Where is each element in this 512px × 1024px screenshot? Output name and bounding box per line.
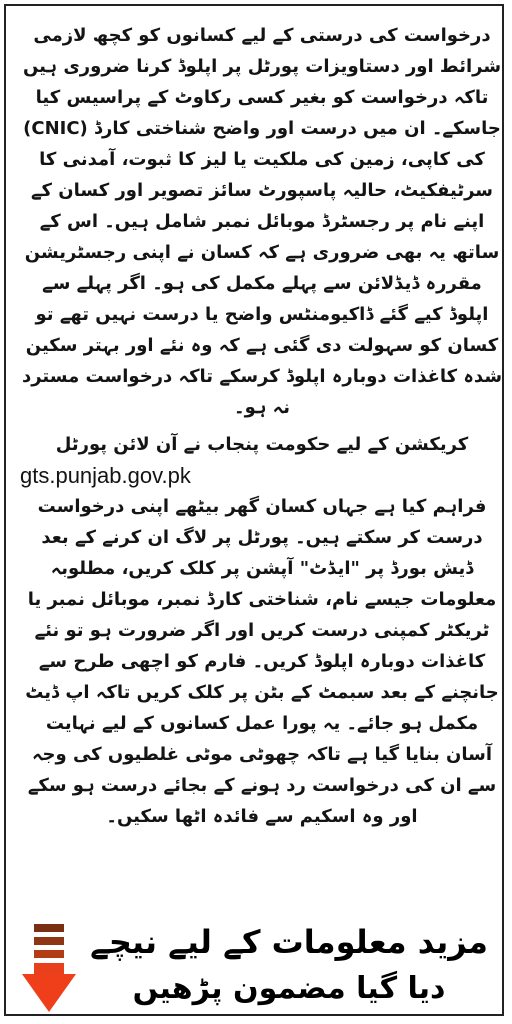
arrow-head: [22, 974, 76, 1012]
call-to-action-footer: [6, 918, 506, 1018]
paragraph-correction-steps: فراہم کیا ہے جہاں کسان گھر بیٹھے اپنی درخواست درست کر سکتے ہیں۔ پورٹل پر لاگ ان کرنے کے بعد ڈیش بورڈ پر "ایڈٹ" آپشن پر کلک کریں، مطلوبہ معلومات جیسے نام، شناختی کارڈ نمبر، موبائل نمبر یا ٹریکٹر کمپنی درست کریں اور اگر ضرورت ہو تو نئے کاغذات دوبارہ اپلوڈ کریں۔ فارم کو اچھی طرح سے جانچنے کے بعد سبمٹ کے بٹن پر کلک کریں تاکہ اپ ڈیٹ مکمل ہو جائے۔ یہ پورا عمل کسانوں کے لیے نہایت آسان بنایا گیا ہے تاکہ چھوٹی موٹی غلطیوں کی وجہ سے ان کی درخواست رد ہونے کے بجائے درست ہو سکے اور وہ اسکیم سے فائدہ اٹھا سکیں۔: [25, 496, 499, 827]
article-body: [20, 20, 504, 922]
article-frame: [4, 4, 504, 1016]
paragraph-requirements: درخواست کی درستی کے لیے کسانوں کو کچھ لازمی شرائط اور دستاویزات پورٹل پر اپلوڈ کرنا ضروری ہیں تاکہ درخواست کو بغیر کسی رکاوٹ کے پراسیس کیا جاسکے۔ ان میں درست اور واضح شناختی کارڈ (CNIC) کی کاپی، زمین کی ملکیت یا لیز کا ثبوت، آمدنی کا سرٹیفکیٹ، حالیہ پاسپورٹ سائز تصویر اور کسان کے اپنے نام پر رجسٹرڈ موبائل نمبر شامل ہیں۔ اس کے ساتھ یہ بھی ضروری ہے کہ کسان نے اپنی رجسٹریشن مقررہ ڈیڈلائن سے پہلے مکمل کی ہو۔ اگر پہلے سے اپلوڈ کیے گئے ڈاکیومنٹس واضح یا درست نہیں تھے تو کسان کو سہولت دی گئی ہے کہ وہ نئے اور بہتر سکین شدہ کاغذات دوبارہ اپلوڈ کرسکے تاکہ درخواست مسترد نہ ہو۔: [21, 25, 503, 418]
cta-line-2: دیا گیا مضمون پڑھیں: [132, 971, 446, 1006]
arrow-stripe-3: [34, 950, 64, 958]
cta-line-1: مزید معلومات کے لیے نیچے: [90, 923, 488, 961]
arrow-stripe-2: [34, 937, 64, 945]
down-arrow-icon: [20, 918, 78, 1014]
paragraph-correction-intro: کریکشن کے لیے حکومت پنجاب نے آن لائن پورٹل: [55, 434, 469, 455]
paragraph-correction-portal: [20, 429, 504, 832]
read-more-banner: [84, 918, 494, 1014]
arrow-shaft: [34, 963, 64, 975]
arrow-stripe-1: [34, 924, 64, 932]
portal-url-link[interactable]: gts.punjab.gov.pk: [20, 463, 191, 488]
